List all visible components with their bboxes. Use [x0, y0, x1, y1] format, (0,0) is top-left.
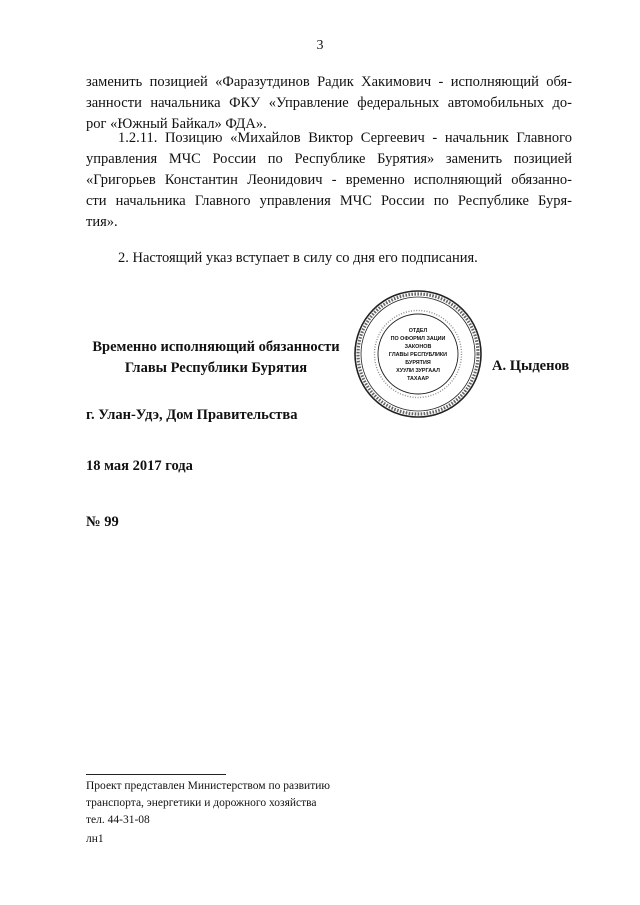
text-line: рог «Южный Байкал» ФДА». — [86, 116, 267, 132]
seal-text: ОТДЕЛ — [408, 328, 428, 334]
official-seal-icon — [352, 288, 484, 420]
text-line: сти начальника Главного управления МЧС России по Республике Буря- — [86, 193, 572, 209]
paragraph-amendment-1 — [86, 72, 572, 135]
seal-text: ТАХААР — [407, 376, 429, 382]
footnote-line: тел. 44-31-08 — [86, 814, 150, 826]
page-number: 3 — [316, 38, 324, 53]
seal-text: ГЛАВЫ РЕСПУБЛИКИ — [388, 352, 448, 358]
footnote — [86, 778, 330, 829]
signing-place: г. Улан-Удэ, Дом Правительства — [86, 407, 298, 423]
signer-name: А. Цыденов — [492, 358, 570, 374]
text-line: заменить позицией «Фаразутдинов Радик Хакимович - исполняющий обя- — [86, 74, 572, 90]
text-line: тия». — [86, 214, 118, 230]
position-line: Главы Республики Бурятия — [124, 360, 308, 376]
seal-text: ХУУЛИ ЗУРГААЛ — [396, 368, 440, 374]
seal-text: ЗАКОНОВ — [404, 344, 432, 350]
decree-number: № 99 — [86, 514, 119, 530]
reference-code: лн1 — [86, 833, 104, 845]
footnote-line: транспорта, энергетики и дорожного хозяйства — [86, 797, 317, 809]
signatory-position — [86, 337, 346, 379]
paragraph-amendment-2 — [86, 128, 572, 233]
signing-date: 18 мая 2017 года — [86, 458, 193, 474]
seal-text: БУРЯТИЯ — [405, 360, 431, 366]
text-line: 1.2.11. Позицию «Михайлов Виктор Сергеевич - начальник Главного — [118, 130, 572, 146]
text-line: управления МЧС России по Республике Бурятия» заменить позицией — [86, 151, 572, 167]
seal-text: ПО ОФОРМЛ ЗАЦИИ — [390, 336, 446, 342]
paragraph-effective-date: 2. Настоящий указ вступает в силу со дня его подписания. — [118, 250, 478, 266]
position-line: Временно исполняющий обязанности — [92, 339, 340, 355]
footnote-line: Проект представлен Министерством по развитию — [86, 780, 330, 792]
text-line: занности начальника ФКУ «Управление федеральных автомобильных до- — [86, 95, 572, 111]
footnote-divider — [86, 774, 226, 775]
text-line: «Григорьев Константин Леонидович - временно исполняющий обязанно- — [86, 172, 572, 188]
